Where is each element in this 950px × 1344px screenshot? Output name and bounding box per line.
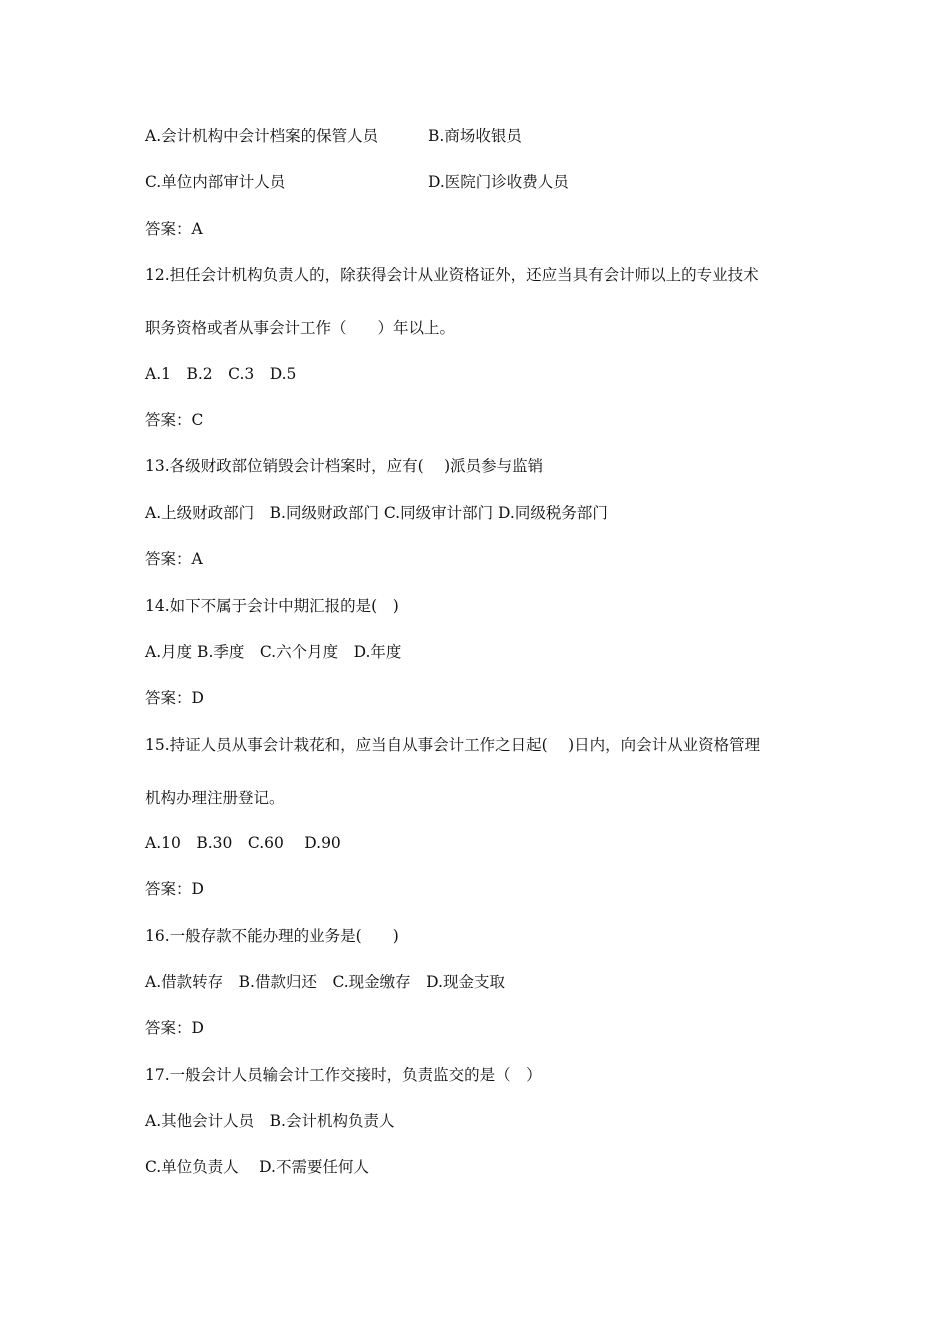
q12-options: A.1 B.2 C.3 D.5 bbox=[145, 365, 297, 383]
q11-answer: 答案：A bbox=[145, 220, 203, 238]
q17-options-a-b: A.其他会计人员 B.会计机构负责人 bbox=[145, 1112, 395, 1130]
q15-options: A.10 B.30 C.60 D.90 bbox=[145, 834, 341, 852]
q13-options: A.上级财政部门 B.同级财政部门 C.同级审计部门 D.同级税务部门 bbox=[145, 504, 608, 522]
q11-option-a: A.会计机构中会计档案的保管人员 bbox=[145, 127, 379, 145]
q11-option-c: C.单位内部审计人员 bbox=[145, 173, 286, 191]
q16-options: A.借款转存 B.借款归还 C.现金缴存 D.现金支取 bbox=[145, 973, 505, 991]
q15-question-line-2: 机构办理注册登记。 bbox=[145, 789, 285, 807]
q17-question: 17.一般会计人员输会计工作交接时，负责监交的是（ ） bbox=[145, 1066, 542, 1084]
q13-answer: 答案：A bbox=[145, 550, 203, 568]
q11-option-d: D.医院门诊收费人员 bbox=[428, 173, 569, 191]
q11-option-b: B.商场收银员 bbox=[428, 127, 522, 145]
q17-options-c-d: C.单位负责人 D.不需要任何人 bbox=[145, 1158, 369, 1176]
q16-answer: 答案：D bbox=[145, 1019, 204, 1037]
q12-question-line-1: 12.担任会计机构负责人的，除获得会计从业资格证外，还应当具有会计师以上的专业技术 bbox=[145, 266, 759, 284]
q13-question: 13.各级财政部位销毁会计档案时，应有( )派员参与监销 bbox=[145, 457, 544, 475]
q15-question-line-1: 15.持证人员从事会计栽花和，应当自从事会计工作之日起( )日内，向会计从业资格管理 bbox=[145, 736, 761, 754]
q12-question-line-2: 职务资格或者从事会计工作（ ）年以上。 bbox=[145, 319, 456, 337]
q14-options: A.月度 B.季度 C.六个月度 D.年度 bbox=[145, 643, 402, 661]
q14-answer: 答案：D bbox=[145, 689, 204, 707]
q14-question: 14.如下不属于会计中期汇报的是( ) bbox=[145, 597, 399, 615]
q16-question: 16.一般存款不能办理的业务是( ) bbox=[145, 927, 399, 945]
q12-answer: 答案：C bbox=[145, 411, 204, 429]
q15-answer: 答案：D bbox=[145, 880, 204, 898]
